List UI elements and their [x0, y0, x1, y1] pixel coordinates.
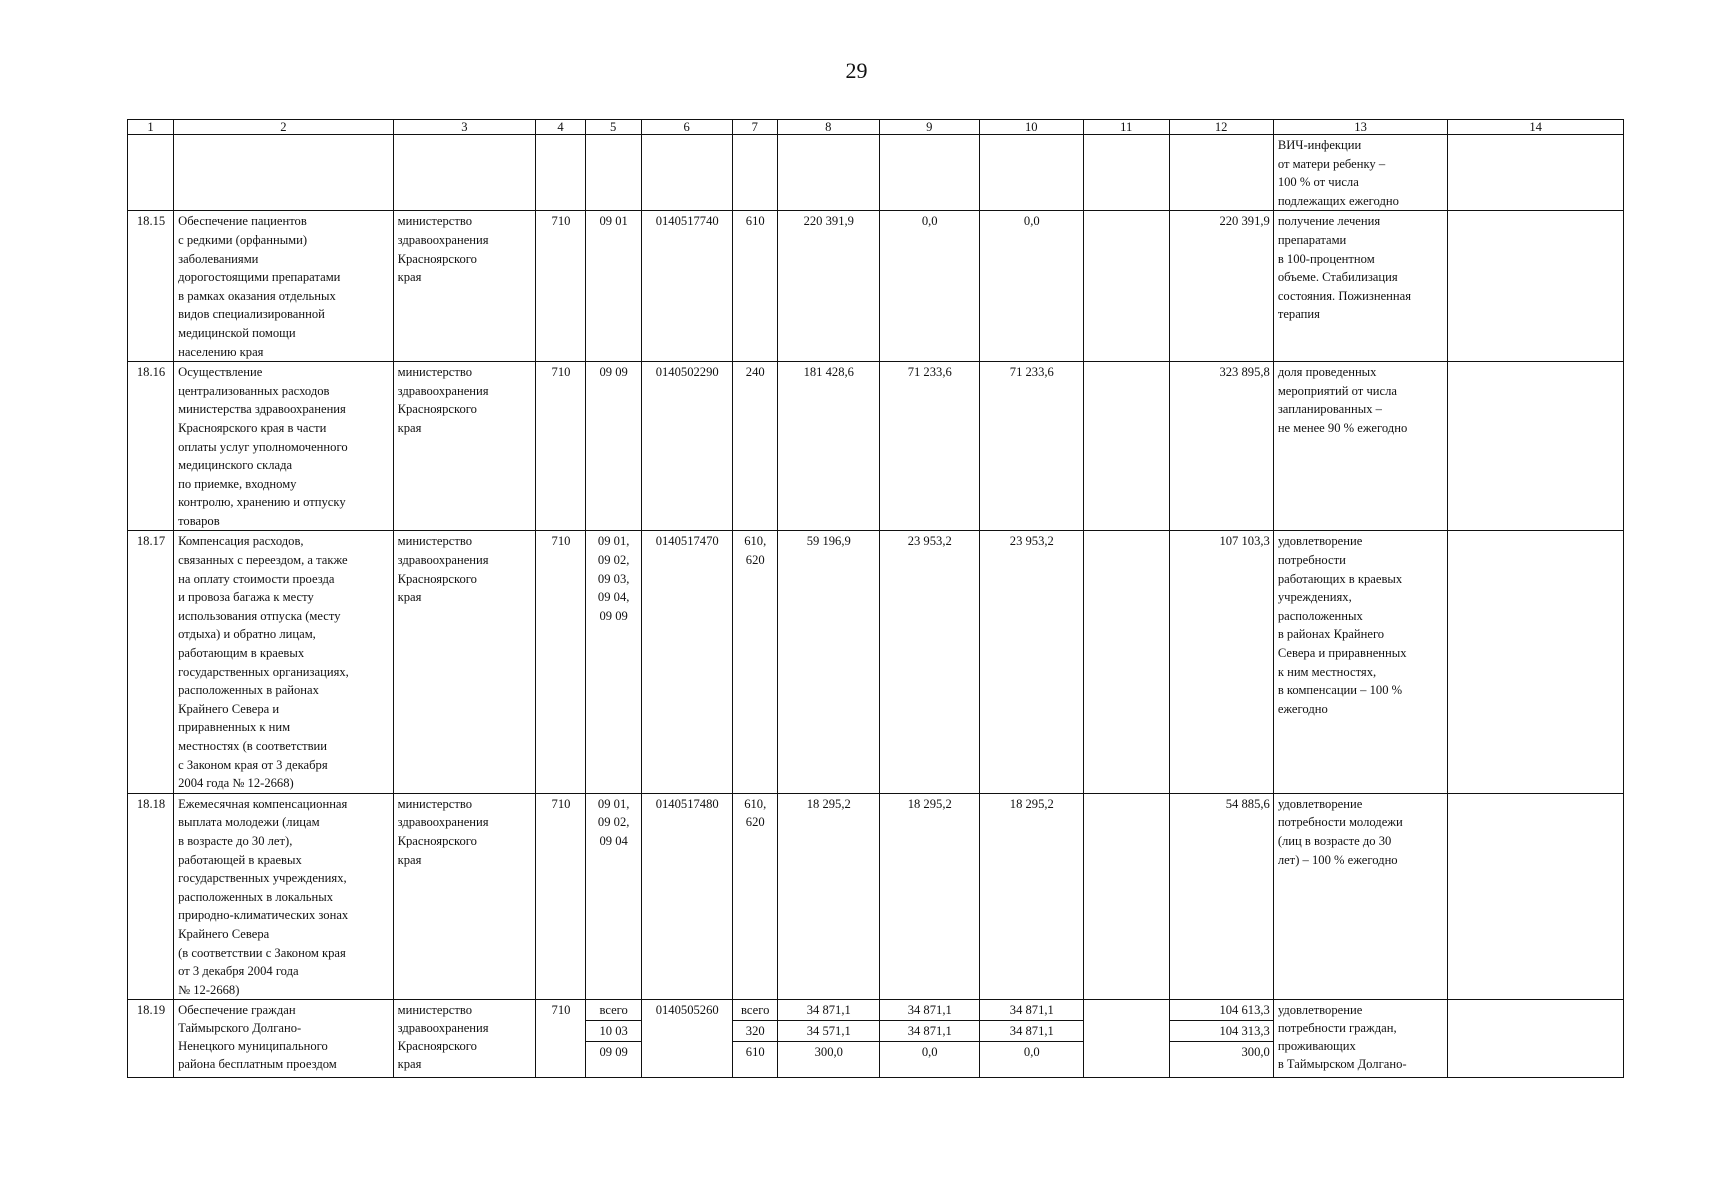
cell-year-2 — [879, 135, 979, 211]
cell-year-1: 18 295,2 — [777, 793, 879, 1000]
column-header: 14 — [1448, 120, 1624, 135]
column-header: 8 — [777, 120, 879, 135]
cell-section — [585, 135, 641, 211]
cell-number: 18.18 — [128, 793, 174, 1000]
cell-grbs: 710 — [536, 1000, 585, 1077]
cell-year-2: 0,0 — [879, 211, 979, 362]
cell-total: 104 613,3 — [1169, 1000, 1273, 1021]
cell-year-2: 23 953,2 — [879, 531, 979, 793]
cell-expense-type: 610 — [732, 1041, 777, 1077]
cell-executor: министерство здравоохранения Красноярского края — [393, 531, 536, 793]
cell-col-11 — [1083, 1000, 1169, 1077]
column-header: 6 — [641, 120, 732, 135]
cell-year-1: 59 196,9 — [777, 531, 879, 793]
table-row — [128, 1000, 1624, 1021]
cell-year-3: 71 233,6 — [979, 362, 1083, 531]
cell-result: получение лечения препаратами в 100-процентном объеме. Стабилизация состояния. Пожизненная терапия — [1273, 211, 1448, 362]
cell-year-3: 34 871,1 — [979, 1000, 1083, 1021]
cell-col-14 — [1448, 793, 1624, 1000]
column-header: 2 — [174, 120, 394, 135]
cell-expense-type: 240 — [732, 362, 777, 531]
cell-year-3: 0,0 — [979, 1041, 1083, 1077]
cell-number: 18.15 — [128, 211, 174, 362]
cell-col-14 — [1448, 362, 1624, 531]
cell-expense-type — [732, 135, 777, 211]
cell-total: 300,0 — [1169, 1041, 1273, 1077]
cell-col-11 — [1083, 531, 1169, 793]
cell-number: 18.19 — [128, 1000, 174, 1077]
cell-target-article — [641, 135, 732, 211]
column-header: 10 — [979, 120, 1083, 135]
cell-section: 09 01, 09 02, 09 04 — [585, 793, 641, 1000]
cell-result: удовлетворение потребности молодежи (лиц в возрасте до 30 лет) – 100 % ежегодно — [1273, 793, 1448, 1000]
cell-target-article: 0140517470 — [641, 531, 732, 793]
cell-total: 323 895,8 — [1169, 362, 1273, 531]
cell-executor: министерство здравоохранения Красноярского края — [393, 793, 536, 1000]
cell-grbs: 710 — [536, 211, 585, 362]
column-header: 3 — [393, 120, 536, 135]
table-row — [128, 211, 1624, 362]
cell-col-11 — [1083, 793, 1169, 1000]
cell-col-14 — [1448, 211, 1624, 362]
column-numbers-row — [128, 120, 1624, 135]
cell-year-1 — [777, 135, 879, 211]
cell-col-14 — [1448, 1000, 1624, 1077]
cell-result: удовлетворение потребности работающих в краевых учреждениях, расположенных в районах Крайнего Севера и приравненных к ним местностях, в компенсации – 100 % ежегодно — [1273, 531, 1448, 793]
cell-grbs: 710 — [536, 531, 585, 793]
cell-year-2: 18 295,2 — [879, 793, 979, 1000]
cell-measure: Обеспечение пациентов с редкими (орфанными) заболеваниями дорогостоящими препаратами в рамках оказания отдельных видов специализированной медицинской помощи населению края — [174, 211, 394, 362]
cell-col-11 — [1083, 362, 1169, 531]
cell-year-1: 181 428,6 — [777, 362, 879, 531]
page-number: 29 — [845, 58, 868, 83]
cell-grbs — [536, 135, 585, 211]
cell-target-article: 0140517740 — [641, 211, 732, 362]
cell-year-2: 0,0 — [879, 1041, 979, 1077]
cell-measure: Компенсация расходов, связанных с переездом, а также на оплату стоимости проезда и провоза багажа к месту использования отпуска (месту отдыха) и обратно лицам, работающим в краевых государственных организациях, расположенных в районах Крайнего Севера и приравненных к ним местностях (в соответствии с Законом края от 3 декабря 2004 года № 12-2668) — [174, 531, 394, 793]
cell-executor: министерство здравоохранения Красноярского края — [393, 362, 536, 531]
cell-grbs: 710 — [536, 362, 585, 531]
cell-grbs: 710 — [536, 793, 585, 1000]
column-header: 7 — [732, 120, 777, 135]
column-header: 4 — [536, 120, 585, 135]
cell-year-1: 34 871,1 — [777, 1000, 879, 1021]
column-header: 9 — [879, 120, 979, 135]
cell-section: всего — [585, 1000, 641, 1021]
table-row — [128, 531, 1624, 793]
cell-col-11 — [1083, 211, 1169, 362]
cell-year-2: 34 871,1 — [879, 1000, 979, 1021]
cell-measure — [174, 135, 394, 211]
cell-year-3: 0,0 — [979, 211, 1083, 362]
column-header: 13 — [1273, 120, 1448, 135]
column-header: 5 — [585, 120, 641, 135]
cell-section: 09 09 — [585, 362, 641, 531]
cell-measure: Обеспечение граждан Таймырского Долгано- Ненецкого муниципального района бесплатным проездом — [174, 1000, 394, 1077]
cell-section: 09 09 — [585, 1041, 641, 1077]
cell-total: 54 885,6 — [1169, 793, 1273, 1000]
program-measures-table — [127, 119, 1624, 1078]
table-row — [128, 135, 1624, 211]
cell-col-14 — [1448, 531, 1624, 793]
cell-year-3 — [979, 135, 1083, 211]
cell-result: доля проведенных мероприятий от числа запланированных – не менее 90 % ежегодно — [1273, 362, 1448, 531]
cell-result: ВИЧ-инфекции от матери ребенку – 100 % от числа подлежащих ежегодно — [1273, 135, 1448, 211]
cell-total — [1169, 135, 1273, 211]
cell-section: 10 03 — [585, 1020, 641, 1041]
cell-expense-type: 320 — [732, 1020, 777, 1041]
cell-target-article: 0140502290 — [641, 362, 732, 531]
column-header: 11 — [1083, 120, 1169, 135]
cell-expense-type: 610, 620 — [732, 531, 777, 793]
cell-total: 107 103,3 — [1169, 531, 1273, 793]
cell-expense-type: 610, 620 — [732, 793, 777, 1000]
cell-number: 18.16 — [128, 362, 174, 531]
table-row — [128, 793, 1624, 1000]
cell-target-article: 0140517480 — [641, 793, 732, 1000]
cell-year-1: 220 391,9 — [777, 211, 879, 362]
cell-measure: Ежемесячная компенсационная выплата молодежи (лицам в возрасте до 30 лет), работающей в краевых государственных учреждениях, расположенных в локальных природно-климатических зонах Крайнего Севера (в соответствии с Законом края от 3 декабря 2004 года № 12-2668) — [174, 793, 394, 1000]
cell-number — [128, 135, 174, 211]
cell-expense-type: 610 — [732, 211, 777, 362]
cell-year-2: 71 233,6 — [879, 362, 979, 531]
column-header: 12 — [1169, 120, 1273, 135]
cell-col-14 — [1448, 135, 1624, 211]
cell-year-2: 34 871,1 — [879, 1020, 979, 1041]
cell-col-11 — [1083, 135, 1169, 211]
cell-number: 18.17 — [128, 531, 174, 793]
cell-target-article: 0140505260 — [641, 1000, 732, 1077]
cell-expense-type: всего — [732, 1000, 777, 1021]
cell-executor: министерство здравоохранения Красноярского края — [393, 1000, 536, 1077]
cell-measure: Осуществление централизованных расходов министерства здравоохранения Красноярского края в части оплаты услуг уполномоченного медицинского склада по приемке, входному контролю, хранению и отпуску товаров — [174, 362, 394, 531]
cell-result: удовлетворение потребности граждан, проживающих в Таймырском Долгано- — [1273, 1000, 1448, 1077]
cell-executor: министерство здравоохранения Красноярского края — [393, 211, 536, 362]
cell-year-1: 300,0 — [777, 1041, 879, 1077]
cell-section: 09 01 — [585, 211, 641, 362]
cell-section: 09 01, 09 02, 09 03, 09 04, 09 09 — [585, 531, 641, 793]
cell-year-1: 34 571,1 — [777, 1020, 879, 1041]
cell-executor — [393, 135, 536, 211]
cell-year-3: 34 871,1 — [979, 1020, 1083, 1041]
cell-total: 104 313,3 — [1169, 1020, 1273, 1041]
table-row — [128, 362, 1624, 531]
cell-total: 220 391,9 — [1169, 211, 1273, 362]
cell-year-3: 23 953,2 — [979, 531, 1083, 793]
cell-year-3: 18 295,2 — [979, 793, 1083, 1000]
column-header: 1 — [128, 120, 174, 135]
